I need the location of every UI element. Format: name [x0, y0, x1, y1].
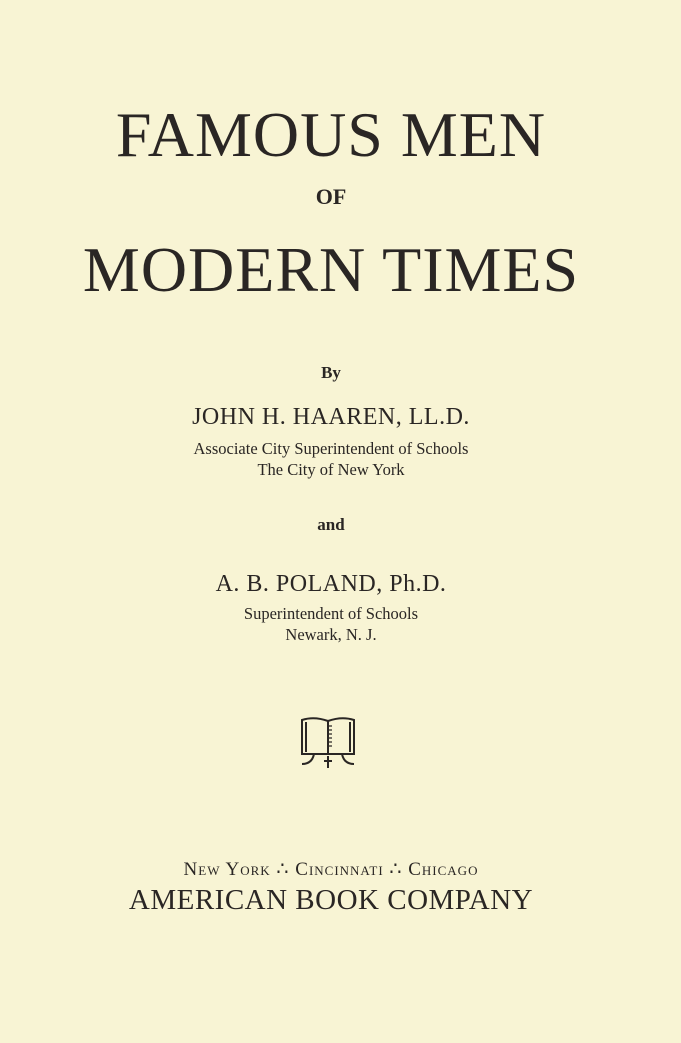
publisher-cities: New York ∴ Cincinnati ∴ Chicago: [183, 859, 479, 880]
publisher-name: AMERICAN BOOK COMPANY: [128, 884, 534, 916]
title-line-3: MODERN TIMES: [82, 234, 580, 305]
open-book-icon: [298, 712, 358, 770]
and-label: and: [317, 515, 345, 534]
title-line-2: OF: [315, 184, 347, 209]
by-label: By: [321, 363, 341, 382]
author-2-name: A. B. POLAND, Ph.D.: [215, 571, 447, 597]
author-1-title: Associate City Superintendent of Schools: [193, 439, 469, 458]
author-1-name: JOHN H. HAAREN, LL.D.: [192, 404, 470, 430]
author-1-location: The City of New York: [257, 460, 405, 479]
author-2-location: Newark, N. J.: [285, 625, 377, 644]
title-line-1: FAMOUS MEN: [115, 99, 547, 170]
author-2-title: Superintendent of Schools: [243, 604, 419, 623]
